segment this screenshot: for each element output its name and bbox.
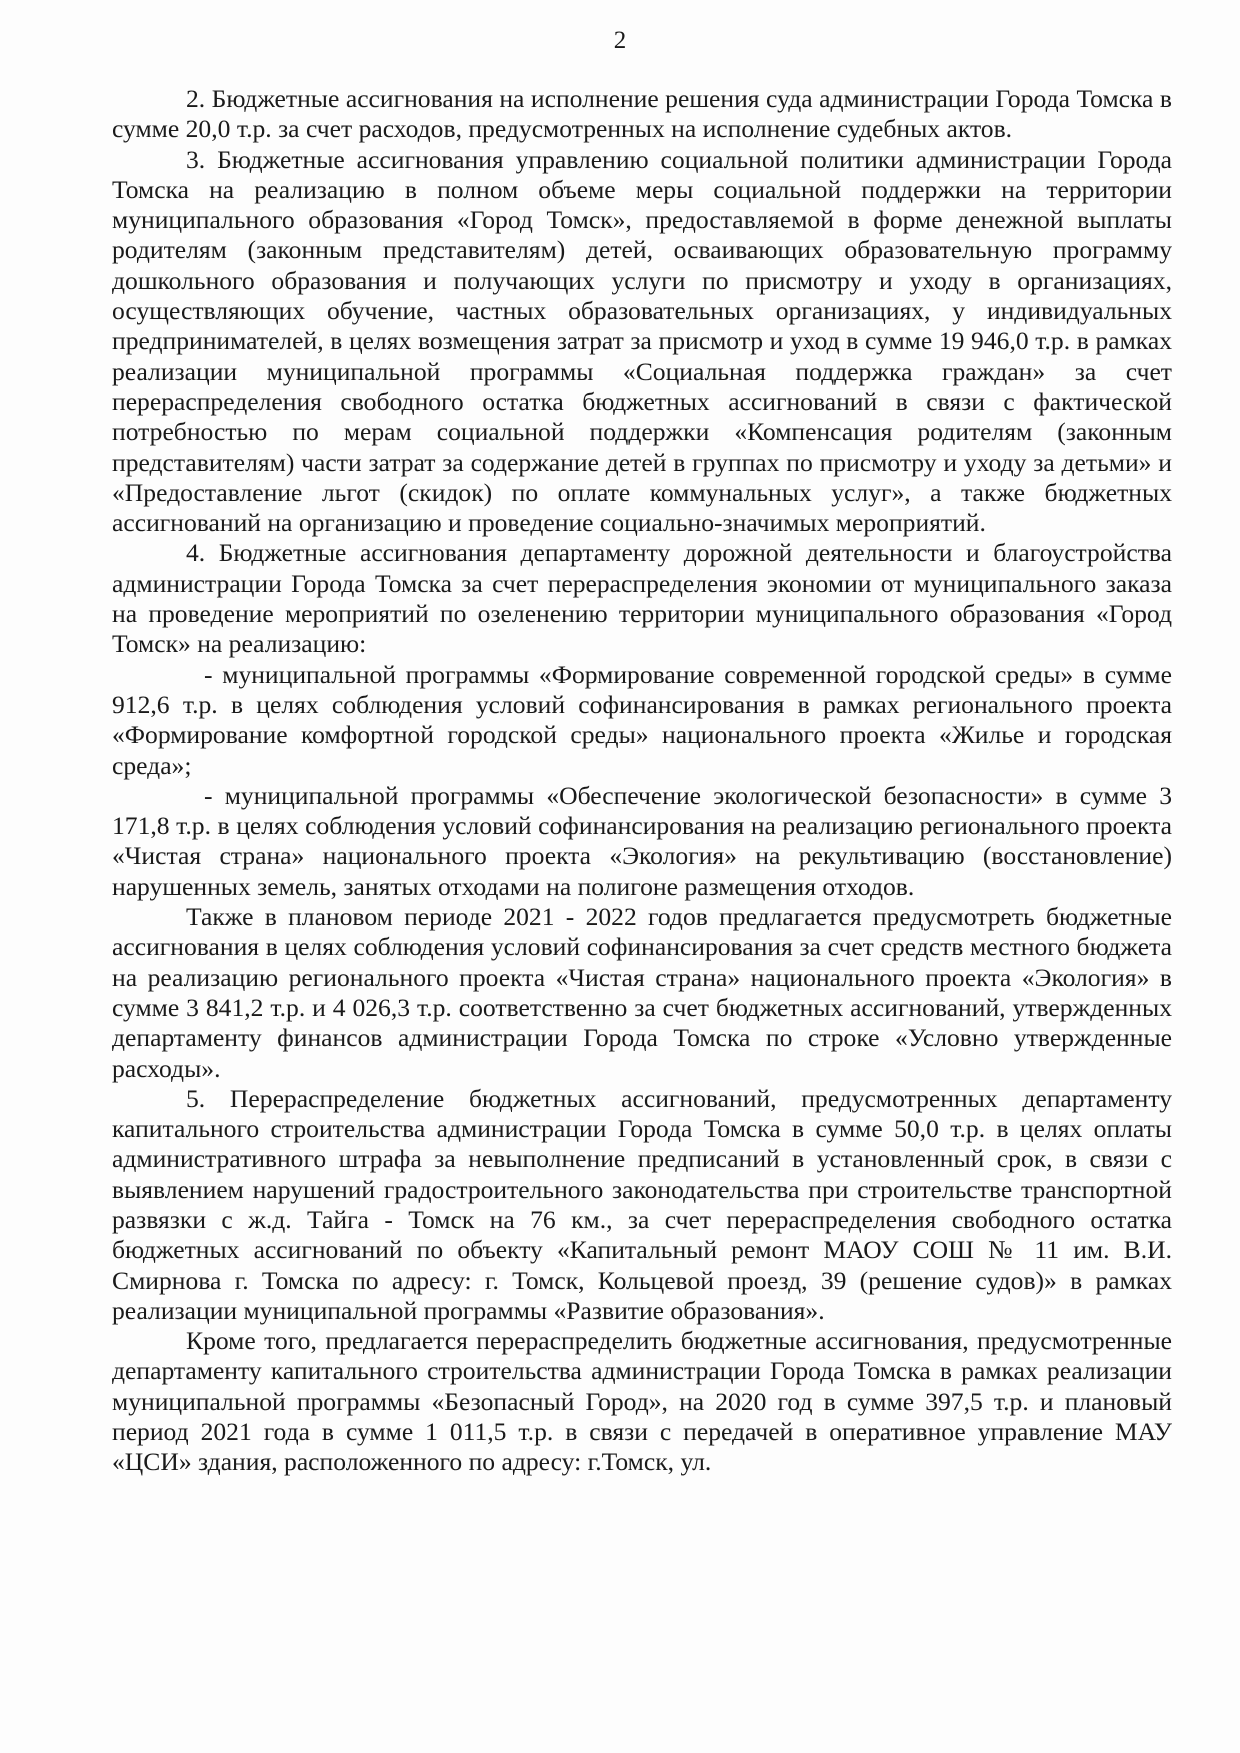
paragraph-item-2: 2. Бюджетные ассигнования на исполнение решения суда администрации Города Томска в сумме 20,0 т.р. за счет расходов, предусмотренных на исполнение судебных актов. [112,84,1172,144]
paragraph-item-5: 5. Перераспределение бюджетных ассигнований, предусмотренных департаменту капитального строительства администрации Города Томска в сумме 50,0 т.р. в целях оплаты административного штрафа за невыполнение предписаний в установленный срок, в связи с выявлением нарушений градостроительного законодательства при строительстве транспортной развязки с ж.д. Тайга - Томск на 76 км., за счет перераспределения свободного остатка бюджетных ассигнований по объекту «Капитальный ремонт МАОУ СОШ № 11 им. В.И. Смирнова г. Томска по адресу: г. Томск, Кольцевой проезд, 39 (решение судов)» в рамках реализации муниципальной программы «Развитие образования». [112,1083,1172,1325]
paragraph-additionally: Кроме того, предлагается перераспределить бюджетные ассигнования, предусмотренные департаменту капитального строительства администрации Города Томска в рамках реализации муниципальной программы «Безопасный Город», на 2020 год в сумме 397,5 т.р. и плановый период 2021 года в сумме 1 011,5 т.р. в связи с передачей в оперативное управление МАУ «ЦСИ» здания, расположенного по адресу: г.Томск, ул. [112,1326,1172,1477]
document-body [112,84,1172,1478]
paragraph-planning-period: Также в плановом периоде 2021 - 2022 годов предлагается предусмотреть бюджетные ассигнования в целях соблюдения условий софинансирования за счет средств местного бюджета на реализацию регионального проекта «Чистая страна» национального проекта «Экология» в сумме 3 841,2 т.р. и 4 026,3 т.р. соответственно за счет бюджетных ассигнований, утвержденных департаменту финансов администрации Города Томска по строке «Условно утвержденные расходы». [112,902,1172,1083]
bullet-ecological-safety: - муниципальной программы «Обеспечение экологической безопасности» в сумме 3 171,8 т.р. в целях соблюдения условий софинансирования на реализацию регионального проекта «Чистая страна» национального проекта «Экология» на рекультивацию (восстановление) нарушенных земель, занятых отходами на полигоне размещения отходов. [112,780,1172,901]
paragraph-item-3: 3. Бюджетные ассигнования управлению социальной политики администрации Города Томска на реализацию в полном объеме меры социальной поддержки на территории муниципального образования «Город Томск», предоставляемой в форме денежной выплаты родителям (законным представителям) детей, осваивающих образовательную программу дошкольного образования и получающих услуги по присмотру и уходу в организациях, осуществляющих обучение, частных образовательных организациях, у индивидуальных предпринимателей, в целях возмещения затрат за присмотр и уход в сумме 19 946,0 т.р. в рамках реализации муниципальной программы «Социальная поддержка граждан» за счет перераспределения свободного остатка бюджетных ассигнований в связи с фактической потребностью по мерам социальной поддержки «Компенсация родителям (законным представителям) части затрат за содержание детей в группах по присмотру и уходу за детьми» и «Предоставление льгот (скидок) по оплате коммунальных услуг», а также бюджетных ассигнований на организацию и проведение социально-значимых мероприятий. [112,144,1172,538]
bullet-urban-environment: - муниципальной программы «Формирование современной городской среды» в сумме 912,6 т.р. в целях соблюдения условий софинансирования в рамках регионального проекта «Формирование комфортной городской среды» национального проекта «Жилье и городская среда»; [112,659,1172,780]
paragraph-item-4: 4. Бюджетные ассигнования департаменту дорожной деятельности и благоустройства администрации Города Томска за счет перераспределения экономии от муниципального заказа на проведение мероприятий по озеленению территории муниципального образования «Город Томск» на реализацию: [112,538,1172,659]
page-number: 2 [613,27,627,54]
